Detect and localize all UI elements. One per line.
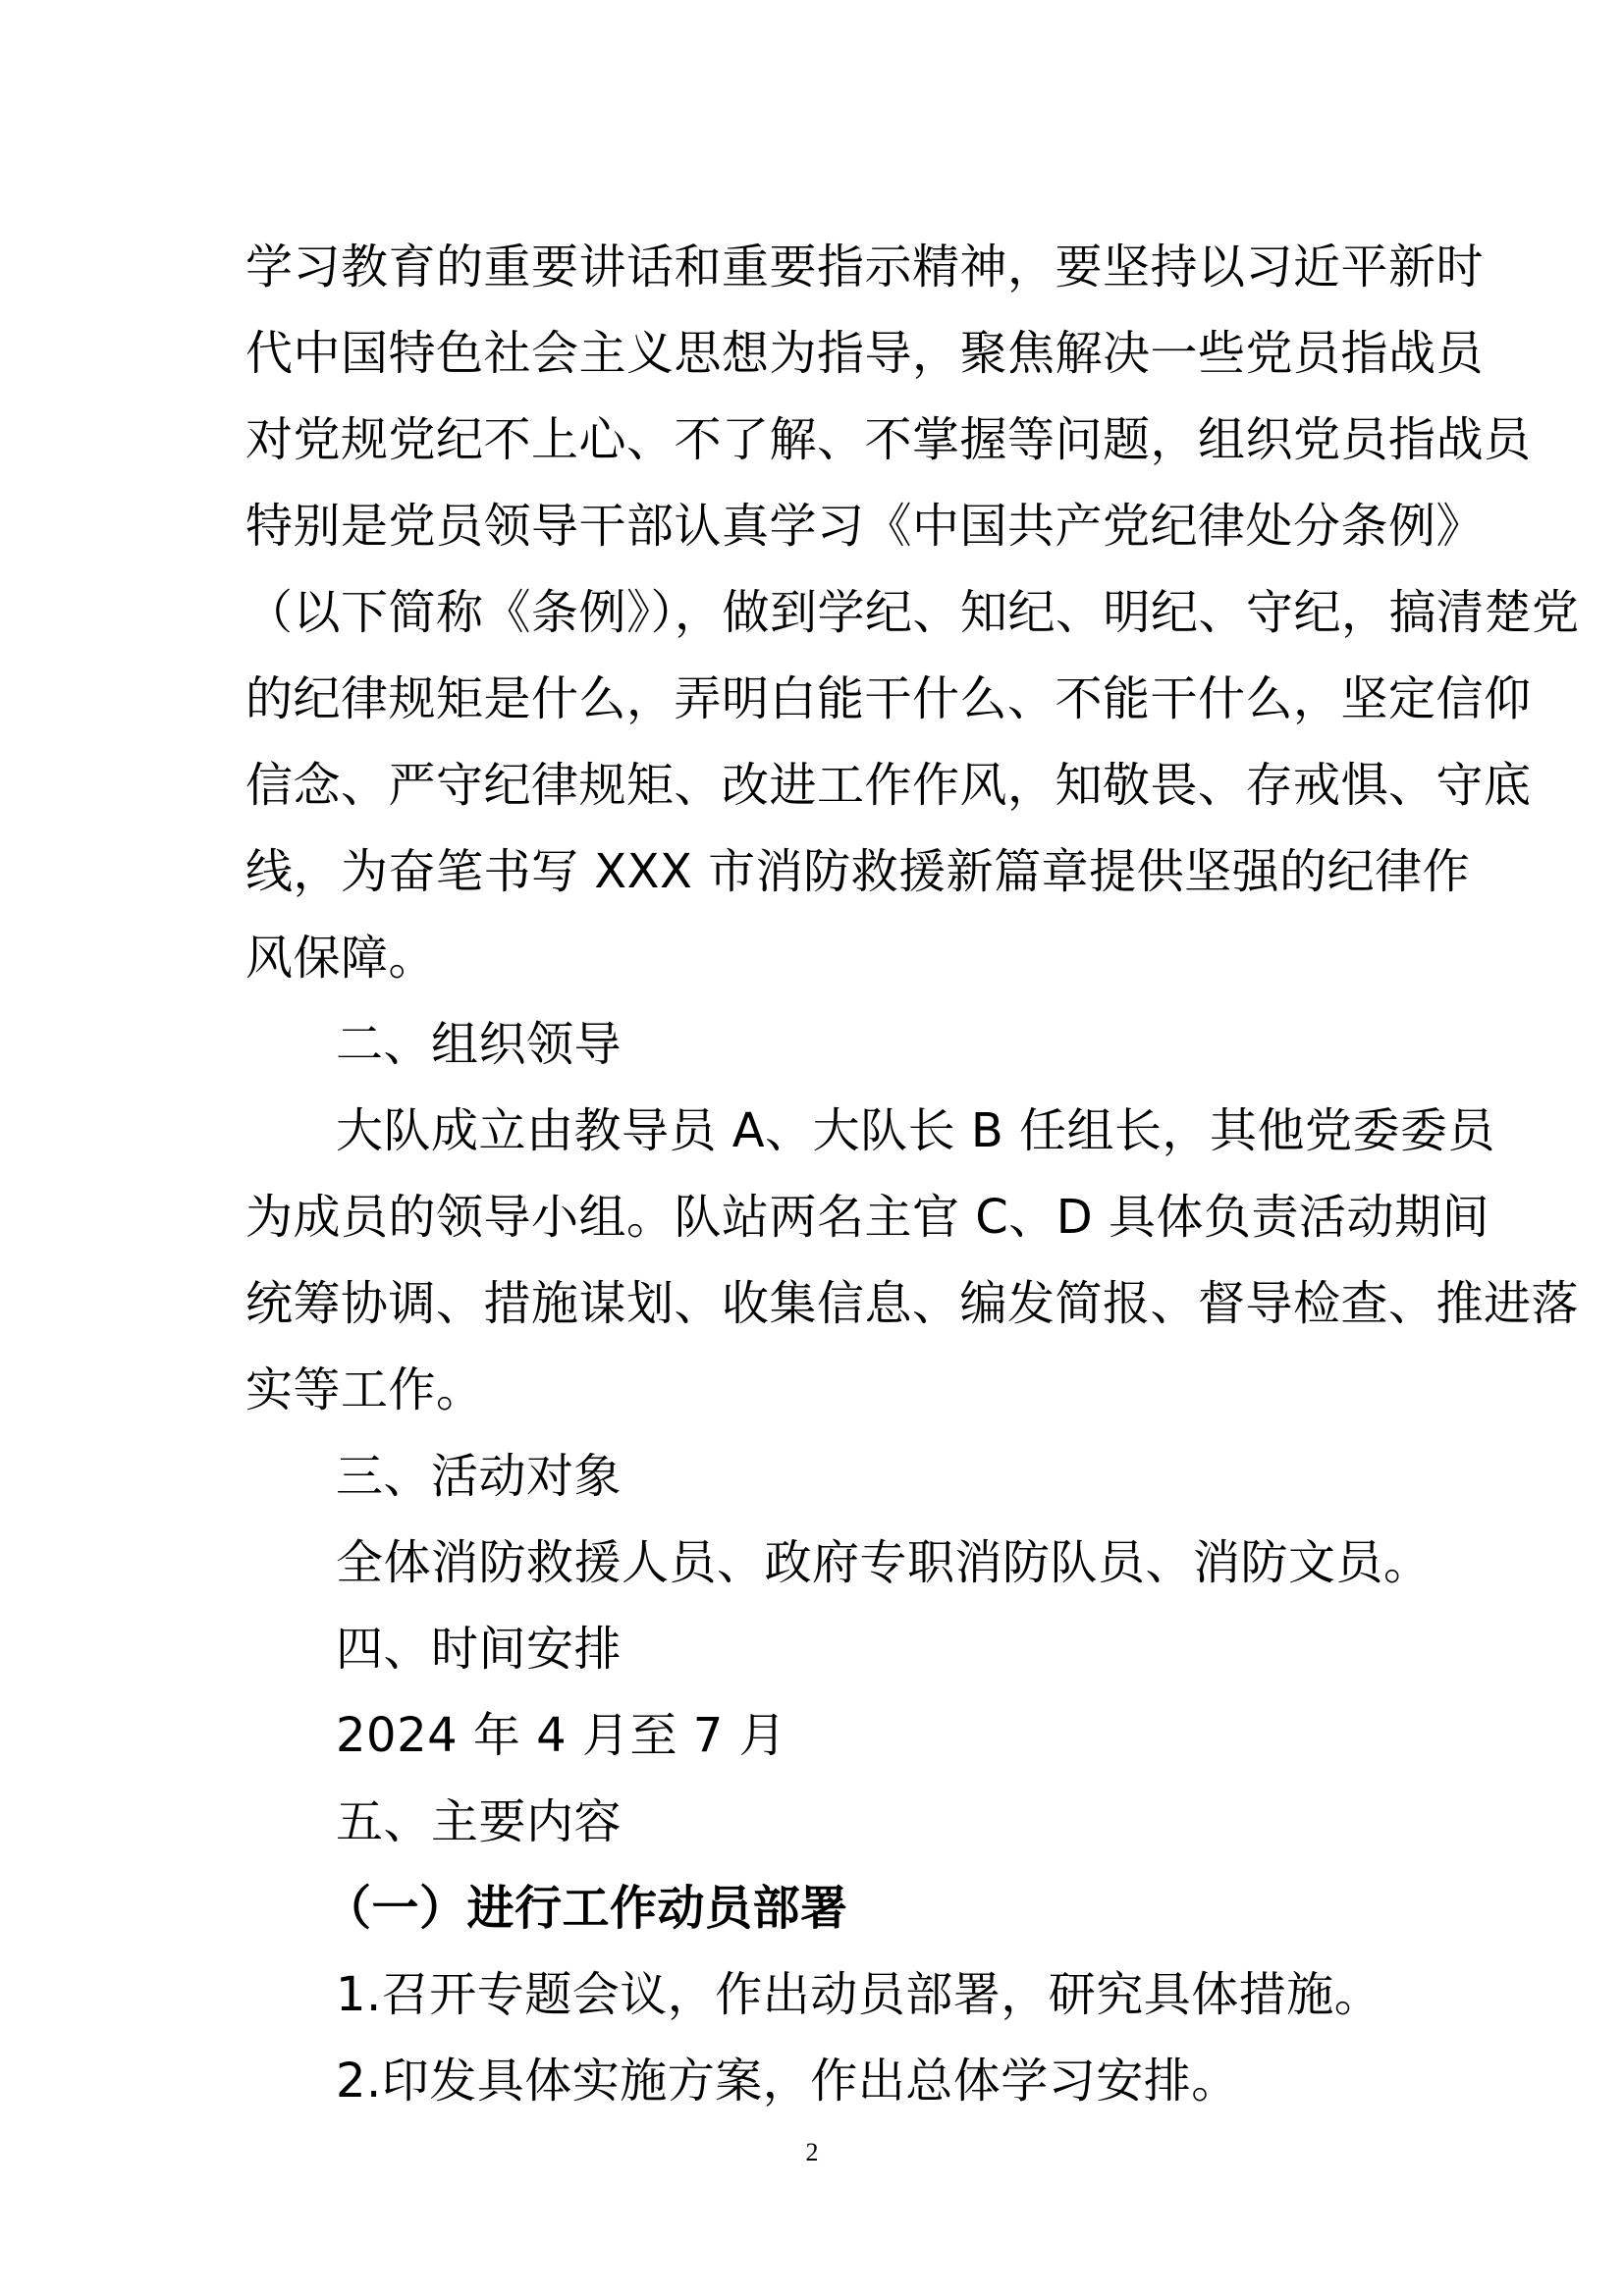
subsection-heading: （一）进行工作动员部署 (324, 1881, 848, 1936)
list-item: 1.召开专题会议，作出动员部署，研究具体措施。 (336, 1967, 1382, 2022)
intro-paragraph (245, 224, 1580, 1001)
document-body (245, 224, 1580, 2124)
targets-text: 全体消防救援人员、政府专职消防队员、消防文员。 (336, 1535, 1432, 1590)
paragraph-line: 统筹协调、措施谋划、收集信息、编发简报、督导检查、推进落 (245, 1276, 1580, 1331)
paragraph-line: 为成员的领导小组。队站两名主官 C、D 具体负责活动期间 (245, 1190, 1489, 1245)
paragraph-line: 代中国特色社会主义思想为指导，聚焦解决一些党员指战员 (245, 326, 1485, 381)
section-heading-content: 五、主要内容 (336, 1794, 623, 1849)
section-heading-organization: 二、组织领导 (336, 1017, 623, 1072)
paragraph-line: （以下简称《条例》），做到学纪、知纪、明纪、守纪，搞清楚党 (245, 585, 1580, 640)
paragraph-line: 信念、严守纪律规矩、改进工作作风，知敬畏、存戒惧、守底 (245, 758, 1532, 813)
page-number: 2 (805, 2138, 819, 2166)
paragraph-line: 风保障。 (245, 931, 437, 986)
list-item: 2.印发具体实施方案，作出总体学习安排。 (336, 2054, 1239, 2109)
paragraph-line: 学习教育的重要讲话和重要指示精神，要坚持以习近平新时 (245, 240, 1485, 294)
paragraph-line: 线，为奋笔书写 XXX 市消防救援新篇章提供坚强的纪律作 (245, 844, 1471, 899)
section-heading-schedule: 四、时间安排 (336, 1622, 623, 1677)
section-heading-targets: 三、活动对象 (336, 1449, 623, 1504)
schedule-text: 2024 年 4 月至 7 月 (336, 1708, 787, 1763)
paragraph-line: 大队成立由教导员 A、大队长 B 任组长，其他党委委员 (336, 1103, 1496, 1158)
paragraph-line: 对党规党纪不上心、不了解、不掌握等问题，组织党员指战员 (245, 412, 1532, 467)
organization-paragraph (245, 1088, 1580, 1433)
paragraph-line: 实等工作。 (245, 1362, 484, 1417)
paragraph-line: 的纪律规矩是什么，弄明白能干什么、不能干什么，坚定信仰 (245, 671, 1532, 726)
paragraph-line: 特别是党员领导干部认真学习《中国共产党纪律处分条例》 (245, 499, 1485, 554)
